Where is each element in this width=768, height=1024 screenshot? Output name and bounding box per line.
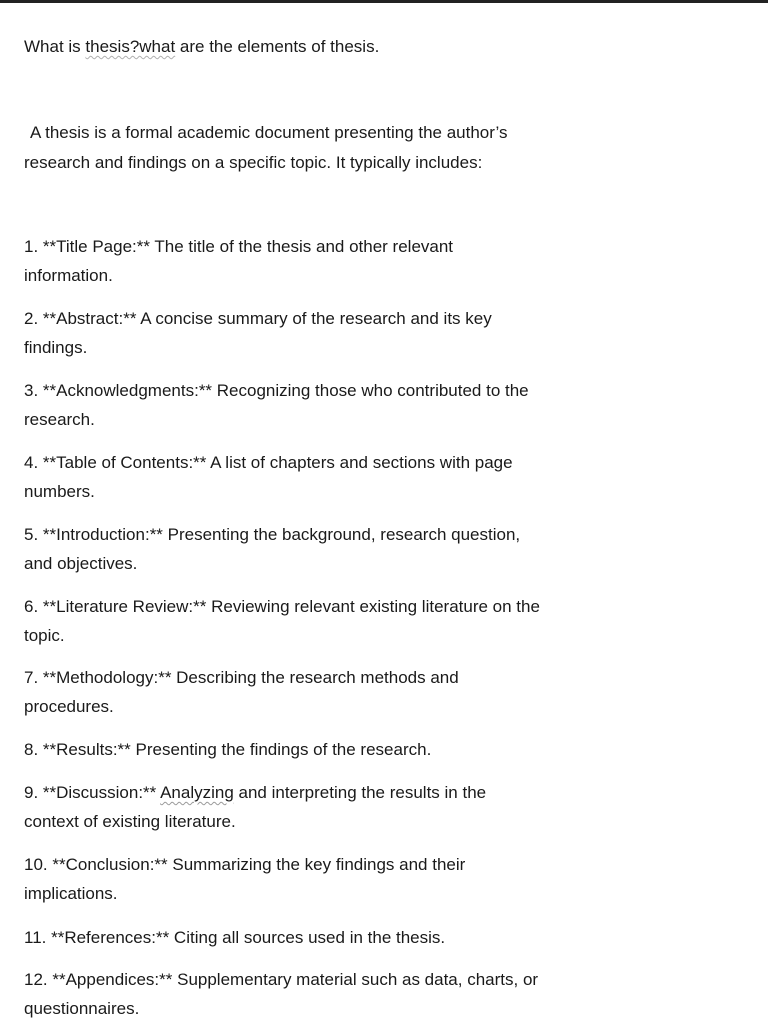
list-item-line-1: 6. **Literature Review:** Reviewing relevant existing literature on the	[24, 597, 540, 616]
list-item-line-1: 3. **Acknowledgments:** Recognizing those who contributed to the	[24, 381, 529, 400]
list-item-discussion	[24, 778, 486, 836]
list-item-line-2: procedures.	[24, 697, 114, 716]
list-item-line-1: 8. **Results:** Presenting the findings of the research.	[24, 740, 432, 759]
list-item-references	[24, 923, 445, 952]
discussion-suffix: and interpreting the results in the	[233, 783, 487, 802]
list-item-line-1: 4. **Table of Contents:** A list of chapters and sections with page	[24, 453, 513, 472]
list-item-line-1: 5. **Introduction:** Presenting the background, research question,	[24, 525, 521, 544]
list-item-line-1: 7. **Methodology:** Describing the research methods and	[24, 668, 459, 687]
list-item-introduction	[24, 520, 520, 578]
list-item-line-1: 12. **Appendices:** Supplementary material such as data, charts, or	[24, 970, 539, 989]
discussion-prefix: 9. **Discussion:**	[24, 783, 161, 802]
list-item-line-2: context of existing literature.	[24, 812, 236, 831]
list-item-line-2: numbers.	[24, 482, 95, 501]
list-item-literature-review	[24, 592, 540, 650]
question-heading	[24, 35, 379, 59]
list-item-line-2: findings.	[24, 338, 88, 357]
list-item-conclusion	[24, 850, 465, 908]
list-item-line-2: implications.	[24, 884, 118, 903]
list-item-line-2: research.	[24, 410, 95, 429]
question-text-misspelled: thesis?what	[85, 37, 176, 56]
question-text-part1: What is	[24, 37, 86, 56]
list-item-line-1: 1. **Title Page:** The title of the thesis and other relevant	[24, 237, 454, 256]
list-item-line-1	[24, 778, 486, 807]
list-item-line-2: questionnaires.	[24, 999, 140, 1018]
intro-line-1: A thesis is a formal academic document presenting the author’s	[30, 123, 508, 142]
list-item-line-2: information.	[24, 266, 113, 285]
list-item-table-of-contents	[24, 448, 513, 506]
list-item-acknowledgments	[24, 376, 529, 434]
list-item-line-1: 2. **Abstract:** A concise summary of the research and its key	[24, 309, 492, 328]
spellcheck-word: Analyzing	[160, 783, 234, 802]
list-item-appendices	[24, 965, 538, 1023]
question-text-part3: are the elements of thesis.	[175, 37, 380, 56]
intro-paragraph	[24, 118, 744, 178]
list-item-line-2: topic.	[24, 626, 65, 645]
top-border-line	[0, 0, 768, 3]
list-item-results	[24, 735, 431, 764]
list-item-title-page	[24, 232, 453, 290]
list-item-abstract	[24, 304, 492, 362]
list-item-line-1: 10. **Conclusion:** Summarizing the key findings and their	[24, 855, 466, 874]
intro-line-2: research and findings on a specific topic. It typically includes:	[24, 153, 483, 172]
list-item-line-2: and objectives.	[24, 554, 138, 573]
list-item-line-1: 11. **References:** Citing all sources used in the thesis.	[24, 928, 446, 947]
list-item-methodology	[24, 663, 459, 721]
